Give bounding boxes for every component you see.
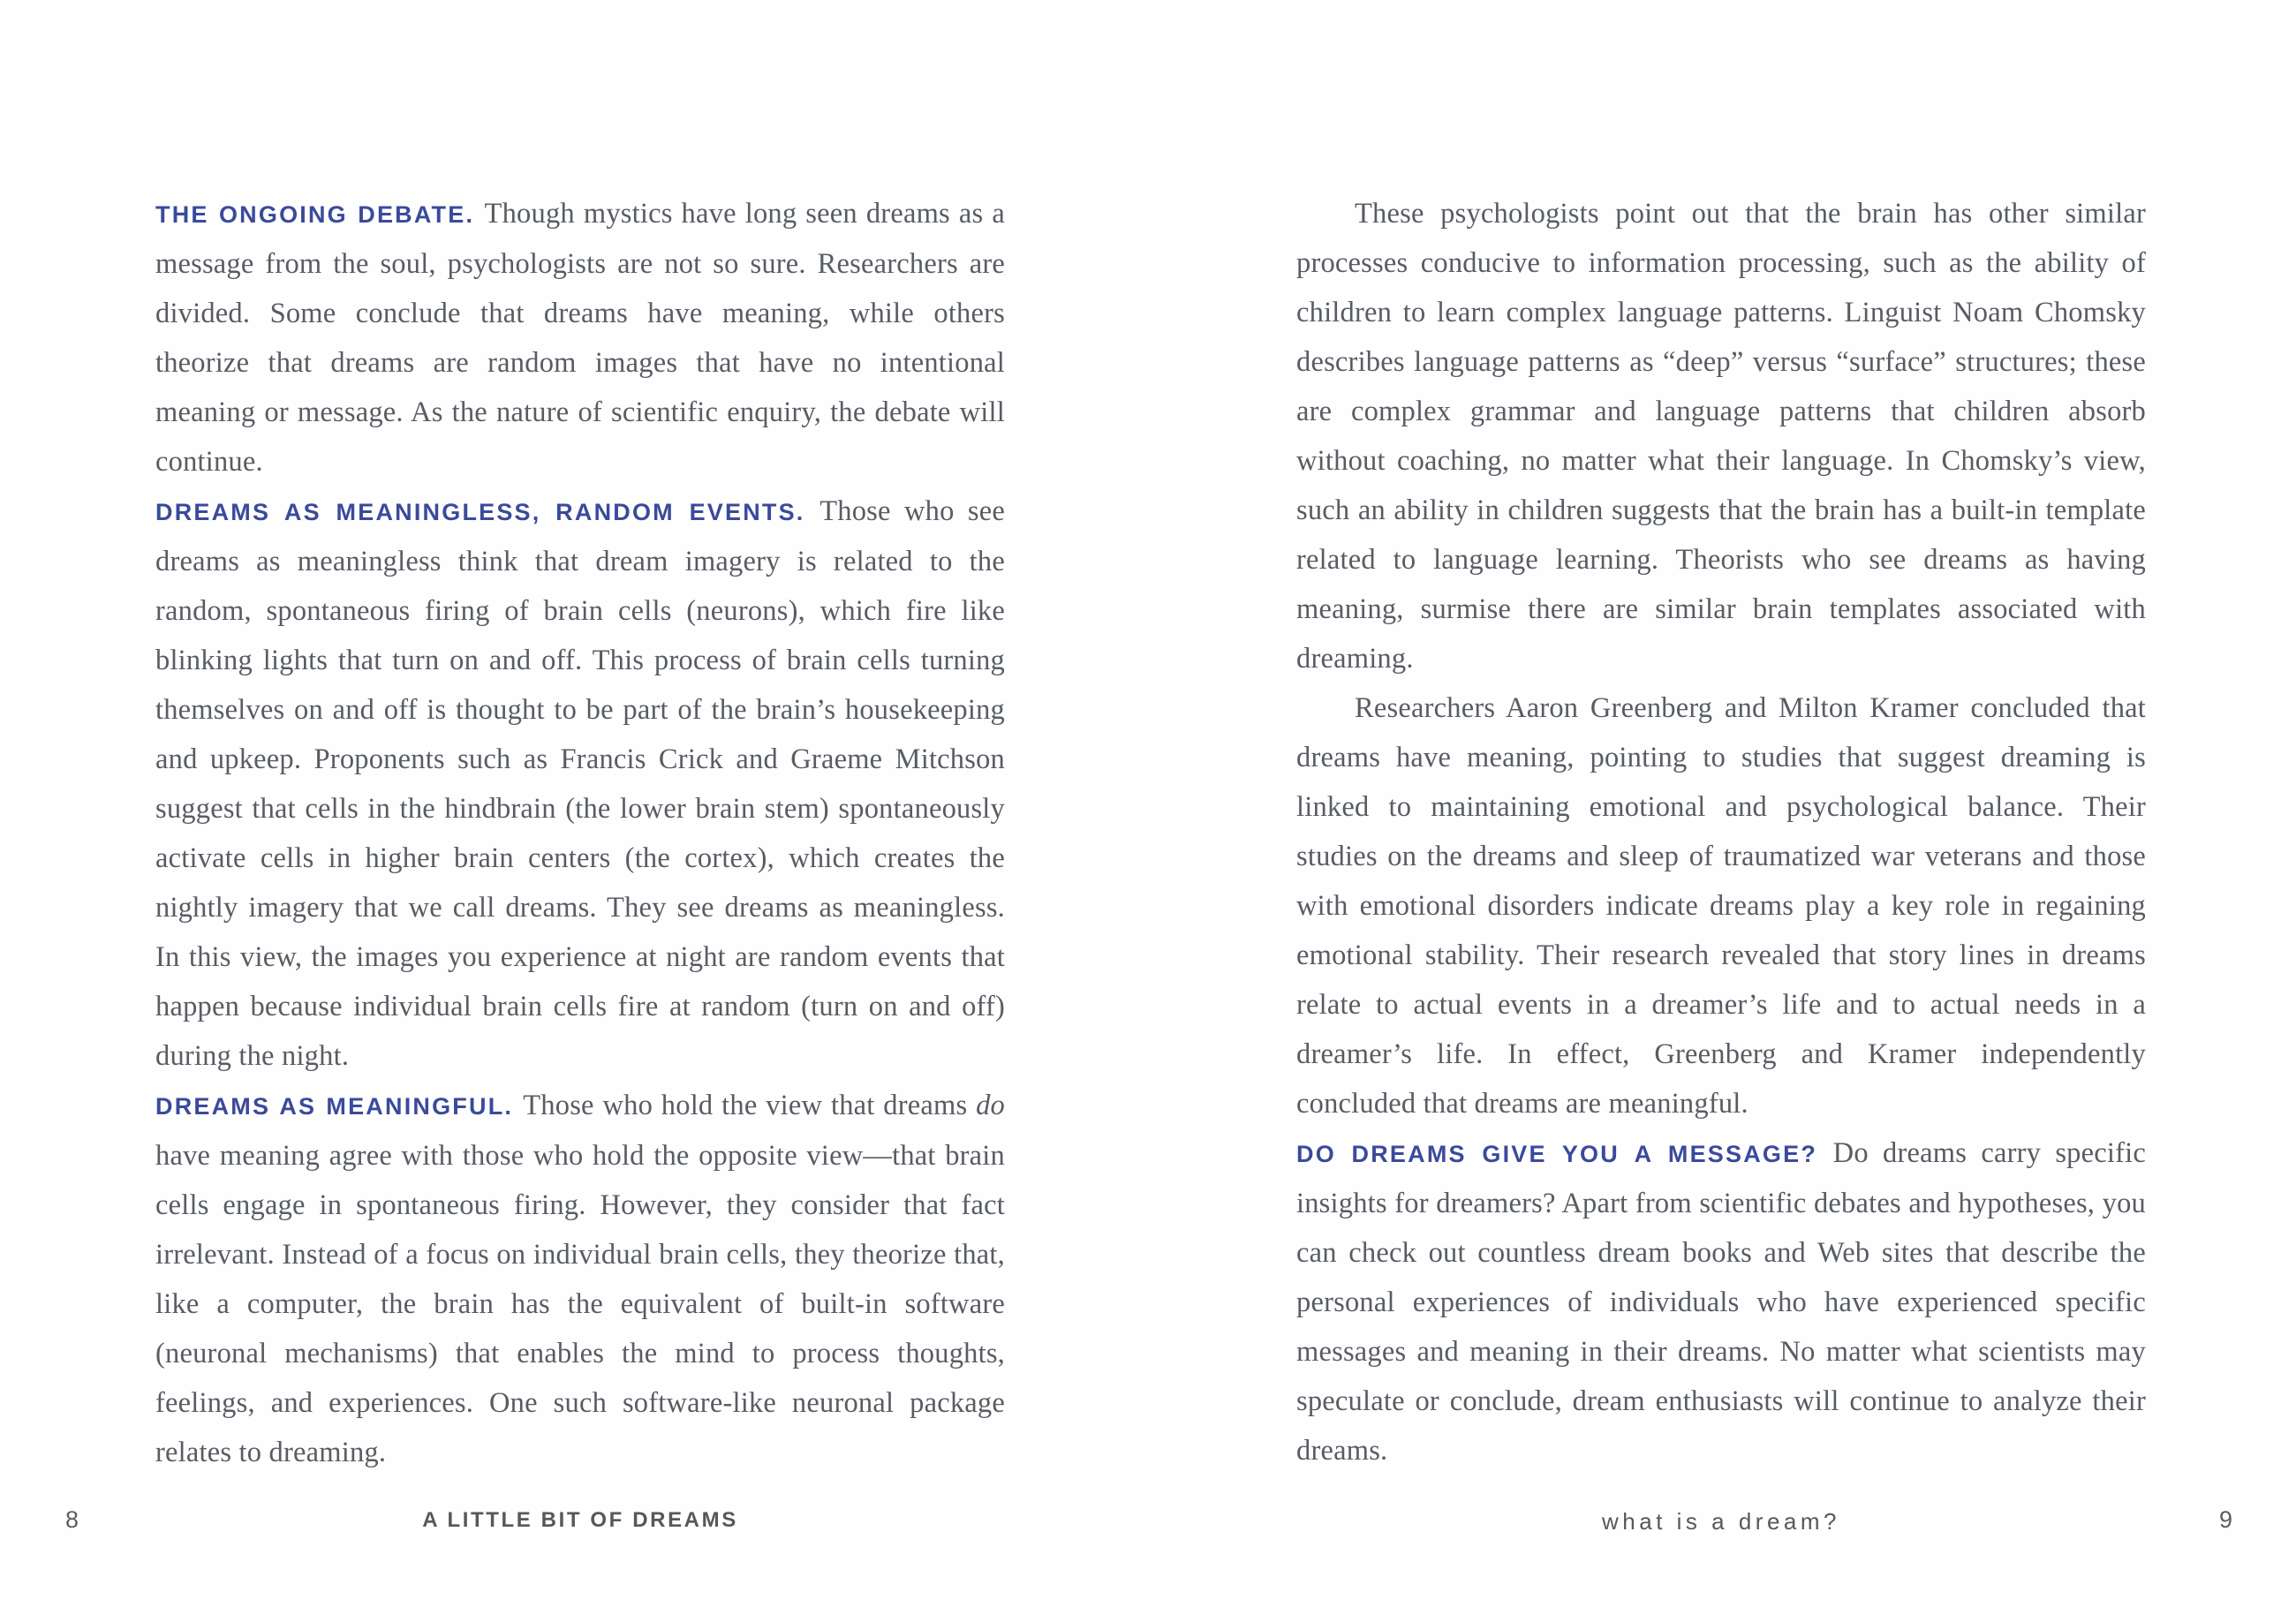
paragraph bbox=[1296, 189, 2146, 683]
paragraph bbox=[155, 189, 1005, 487]
paragraph bbox=[155, 1081, 1005, 1477]
page-number-right: 9 bbox=[2218, 1506, 2232, 1533]
right-page-text-column bbox=[1296, 189, 2146, 1475]
section-lead-in-heading: DO DREAMS GIVE YOU A MESSAGE? bbox=[1296, 1141, 1833, 1167]
running-head-left: A LITTLE BIT OF DREAMS bbox=[422, 1508, 738, 1532]
paragraph bbox=[155, 487, 1005, 1081]
paragraph bbox=[1296, 1128, 2146, 1475]
running-head-right: what is a dream? bbox=[1602, 1508, 1840, 1535]
body-text-run: do bbox=[976, 1090, 1005, 1121]
body-text-run: Those who see dreams as meaningless think that dream imagery is related to the random, spontaneous firing of brain cells (neurons), which fire like blinking lights that turn on and off. This process of brain cells turning themselves on and off is thought to be part of the brain’s housekeeping and upkeep. Proponents such as Francis Crick and Graeme Mitchson suggest that cells in the hindbrain (the lower brain stem) spontaneously activate cells in higher brain centers (the cortex), which creates the nightly imagery that we call dreams. They see dreams as meaningless. In this view, the images you experience at night are random events that happen because individual brain cells fire at random (turn on and off) during the night. bbox=[155, 495, 1005, 1072]
left-page-text-column bbox=[155, 189, 1005, 1477]
section-lead-in-heading: THE ONGOING DEBATE. bbox=[155, 201, 485, 228]
page-footer bbox=[0, 1506, 2296, 1559]
body-text-run: Though mystics have long seen dreams as a message from the soul, psychologists are not so sure. Researchers are divided. Some conclude that dreams have meaning, while others theorize that dreams are random images that have no intentional meaning or message. As the nature of scientific enquiry, the debate will continue. bbox=[155, 198, 1005, 478]
section-lead-in-heading: DREAMS AS MEANINGLESS, RANDOM EVENTS. bbox=[155, 499, 820, 525]
body-text-run: have meaning agree with those who hold the opposite view—that brain cells engage in spontaneous firing. However, they consider that fact irrelevant. Instead of a focus on individual brain cells, they theorize that, like a computer, the brain has the equivalent of built-in software (neuronal mechanisms) that enables the mind to process thoughts, feelings, and experiences. One such software-like neuronal package relates to dreaming. bbox=[155, 1140, 1005, 1468]
section-lead-in-heading: DREAMS AS MEANINGFUL. bbox=[155, 1093, 524, 1120]
page-number-left: 8 bbox=[65, 1506, 79, 1533]
body-text-run: Do dreams carry specific insights for dreamers? Apart from scientific debates and hypotheses, you can check out countless dream books and Web sites that describe the personal experiences of individuals who have experienced specific messages and meaning in their dreams. No matter what scientists may speculate or conclude, dream enthusiasts will continue to analyze their dreams. bbox=[1296, 1137, 2146, 1467]
paragraph bbox=[1296, 683, 2146, 1128]
body-text-run: Those who hold the view that dreams bbox=[523, 1090, 977, 1121]
body-text-run: Researchers Aaron Greenberg and Milton Kramer concluded that dreams have meaning, pointing to studies that suggest dreaming is linked to maintaining emotional and psychological balance. Their studies on the dreams and sleep of traumatized war veterans and those with emotional disorders indicate dreams play a key role in regaining emotional stability. Their research revealed that story lines in dreams relate to actual events in a dreamer’s life and to actual needs in a dreamer’s life. In effect, Greenberg and Kramer independently concluded that dreams are meaningful. bbox=[1296, 692, 2146, 1120]
body-text-run: These psychologists point out that the brain has other similar processes conducive to information processing, such as the ability of children to learn complex language patterns. Linguist Noam Chomsky describes language patterns as “deep” versus “surface” structures; these are complex grammar and language patterns that children absorb without coaching, no matter what their language. In Chomsky’s view, such an ability in children suggests that the brain has a built-in template related to language learning. Theorists who see dreams as having meaning, surmise there are similar brain templates associated with dreaming. bbox=[1296, 198, 2146, 675]
